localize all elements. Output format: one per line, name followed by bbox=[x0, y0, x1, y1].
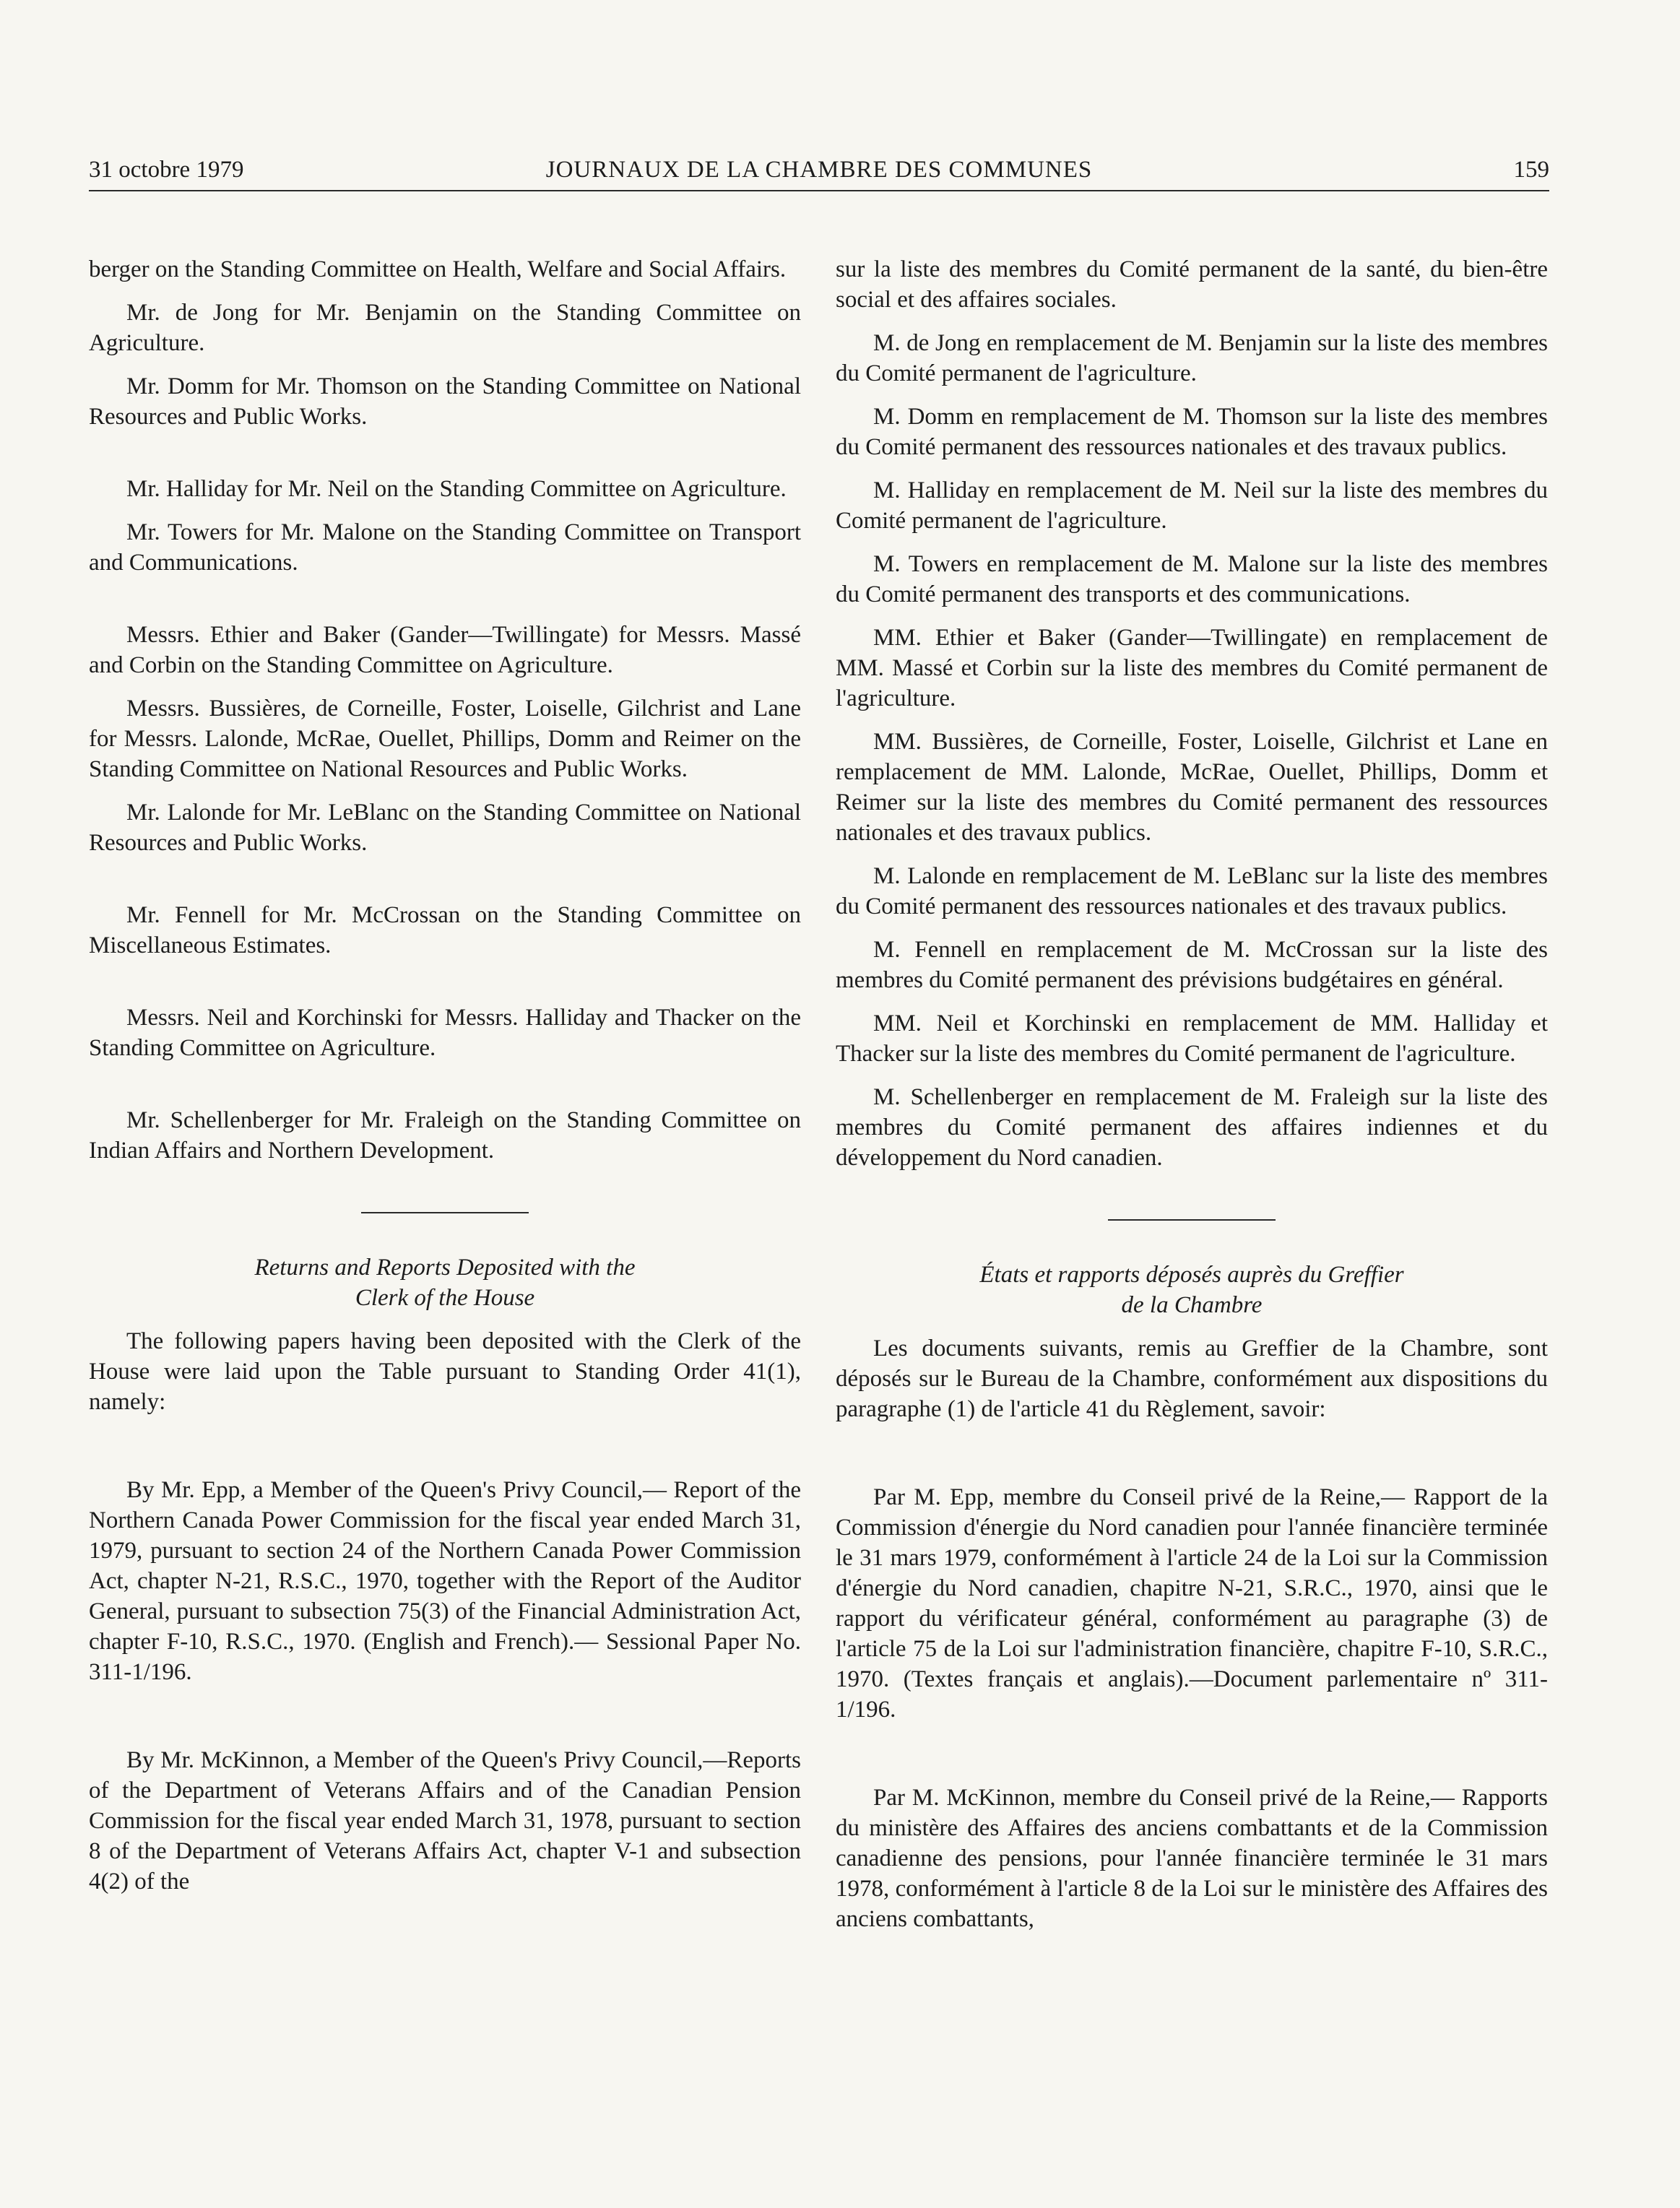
paragraph: Mr. Towers for Mr. Malone on the Standing Committee on Transport and Communications. bbox=[89, 519, 801, 576]
paragraph: MM. Ethier et Baker (Gander—Twillingate) en remplacement de MM. Massé et Corbin sur la liste des membres du Comité permanent de l'agriculture. bbox=[836, 625, 1548, 711]
paragraph: Par M. McKinnon, membre du Conseil privé de la Reine,— Rapports du ministère des Affaires des anciens combattants et de la Commission canadienne des pensions, pour l'année financière terminée le 31 mars 1978, conformément à l'article 8 de la Loi sur le ministère des Affaires des anciens combattants, bbox=[836, 1785, 1548, 1932]
paragraph: M. Towers en remplacement de M. Malone sur la liste des membres du Comité permanent des transports et des communications. bbox=[836, 551, 1548, 607]
paragraph: The following papers having been deposited with the Clerk of the House were laid upon the Table pursuant to Standing Order 41(1), namely: bbox=[89, 1328, 801, 1415]
paragraph: berger on the Standing Committee on Health, Welfare and Social Affairs. bbox=[89, 256, 787, 282]
paragraph: Par M. Epp, membre du Conseil privé de la Reine,— Rapport de la Commission d'énergie du Nord canadien pour l'année financière terminée le 31 mars 1979, conformément à l'article 24 de la Loi sur la Commission d'énergie du Nord canadien, chapitre N-21, S.R.C., 1970, ainsi que le rapport du vérificateur général, conformément au paragraphe (3) de l'article 75 de la Loi sur l'administration financière, chapitre F-10, S.R.C., 1970. (Textes français et anglais).—Document parlementaire nº 311-1/196. bbox=[836, 1484, 1548, 1723]
section-heading-line: Clerk of the House bbox=[355, 1285, 535, 1311]
english-column bbox=[89, 254, 801, 1897]
header-date: 31 octobre 1979 bbox=[89, 157, 244, 183]
section-heading-line: de la Chambre bbox=[1121, 1292, 1263, 1318]
section-heading-line: Returns and Reports Deposited with the bbox=[254, 1255, 636, 1281]
section-heading-line: États et rapports déposés auprès du Greffier bbox=[979, 1262, 1404, 1288]
paragraph: Messrs. Bussières, de Corneille, Foster, Loiselle, Gilchrist and Lane for Messrs. Lalonde, McRae, Ouellet, Phillips, Domm and Reimer on the Standing Committee on National Resources and Public Works. bbox=[89, 696, 801, 782]
header-title: JOURNAUX DE LA CHAMBRE DES COMMUNES bbox=[545, 157, 1093, 183]
paragraph: M. Lalonde en remplacement de M. LeBlanc sur la liste des membres du Comité permanent des ressources nationales et des travaux publics. bbox=[836, 863, 1548, 919]
paragraph: By Mr. McKinnon, a Member of the Queen's Privy Council,—Reports of the Department of Veterans Affairs and of the Canadian Pension Commission for the fiscal year ended March 31, 1978, pursuant to section 8 of the Department of Veterans Affairs Act, chapter V-1 and subsection 4(2) of the bbox=[89, 1747, 801, 1895]
paragraph: Mr. Lalonde for Mr. LeBlanc on the Standing Committee on National Resources and Public Works. bbox=[89, 800, 801, 856]
paragraph: MM. Bussières, de Corneille, Foster, Loiselle, Gilchrist et Lane en remplacement de MM. Lalonde, McRae, Ouellet, Phillips, Domm et Reimer sur la liste des membres du Comité permanent des ressources nationales et des travaux publics. bbox=[836, 729, 1548, 846]
paragraph: M. Schellenberger en remplacement de M. Fraleigh sur la liste des membres du Comité permanent des affaires indiennes et du développement du Nord canadien. bbox=[836, 1084, 1548, 1171]
paragraph: M. Fennell en remplacement de M. McCrossan sur la liste des membres du Comité permanent des prévisions budgétaires en général. bbox=[836, 937, 1548, 993]
paragraph: Mr. Halliday for Mr. Neil on the Standing Committee on Agriculture. bbox=[126, 476, 787, 502]
paragraph: Mr. Domm for Mr. Thomson on the Standing Committee on National Resources and Public Works. bbox=[89, 373, 801, 430]
paragraph: M. Halliday en remplacement de M. Neil sur la liste des membres du Comité permanent de l'agriculture. bbox=[836, 477, 1548, 534]
paragraph: Messrs. Neil and Korchinski for Messrs. Halliday and Thacker on the Standing Committee on Agriculture. bbox=[89, 1005, 801, 1061]
paragraph: M. Domm en remplacement de M. Thomson sur la liste des membres du Comité permanent des ressources nationales et des travaux publics. bbox=[836, 404, 1548, 460]
paragraph: Mr. Fennell for Mr. McCrossan on the Standing Committee on Miscellaneous Estimates. bbox=[89, 902, 801, 958]
paragraph: M. de Jong en remplacement de M. Benjamin sur la liste des membres du Comité permanent de l'agriculture. bbox=[836, 330, 1548, 386]
section-heading bbox=[89, 1252, 801, 1313]
paragraph: MM. Neil et Korchinski en remplacement de MM. Halliday et Thacker sur la liste des membres du Comité permanent de l'agriculture. bbox=[836, 1010, 1548, 1067]
page-number: 159 bbox=[1513, 157, 1549, 183]
paragraph: By Mr. Epp, a Member of the Queen's Privy Council,— Report of the Northern Canada Power Commission for the fiscal year ended March 31, 1979, pursuant to section 24 of the Northern Canada Power Commission Act, chapter N-21, R.S.C., 1970, together with the Report of the Auditor General, pursuant to subsection 75(3) of the Financial Administration Act, chapter F-10, R.S.C., 1970. (English and French).— Sessional Paper No. 311-1/196. bbox=[89, 1477, 801, 1685]
paragraph: Messrs. Ethier and Baker (Gander—Twillingate) for Messrs. Massé and Corbin on the Standing Committee on Agriculture. bbox=[89, 622, 801, 678]
paragraph: sur la liste des membres du Comité permanent de la santé, du bien-être social et des affaires sociales. bbox=[836, 256, 1548, 313]
running-header bbox=[89, 147, 1549, 191]
section-divider bbox=[361, 1212, 529, 1213]
section-divider bbox=[1108, 1219, 1276, 1221]
french-column bbox=[836, 254, 1548, 1934]
paragraph: Les documents suivants, remis au Greffier de la Chambre, sont déposés sur le Bureau de la Chambre, conformément aux dispositions du paragraphe (1) de l'article 41 du Règlement, savoir: bbox=[836, 1335, 1548, 1422]
paragraph: Mr. Schellenberger for Mr. Fraleigh on the Standing Committee on Indian Affairs and Northern Development. bbox=[89, 1107, 801, 1164]
section-heading bbox=[836, 1260, 1548, 1320]
paragraph: Mr. de Jong for Mr. Benjamin on the Standing Committee on Agriculture. bbox=[89, 300, 801, 356]
